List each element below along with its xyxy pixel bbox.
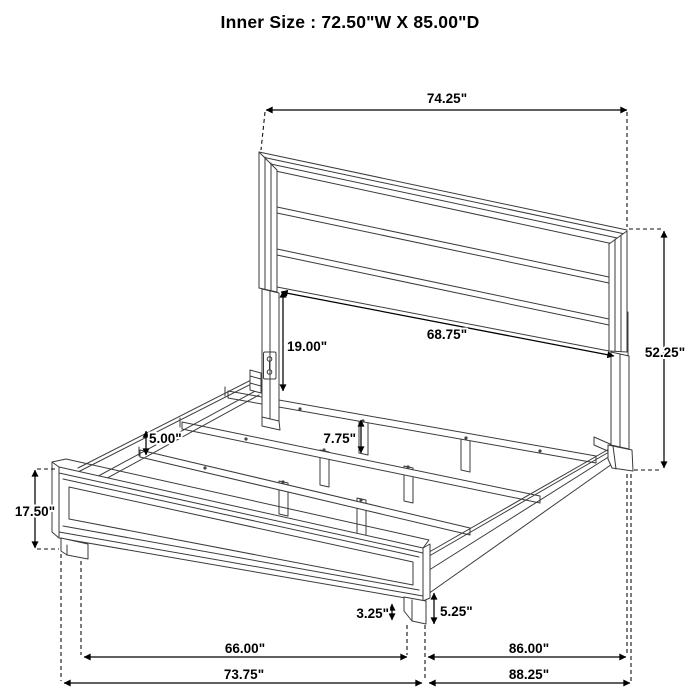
dim-label-headboard-height: 52.25" xyxy=(644,345,686,360)
headboard-left-post xyxy=(250,289,280,430)
dim-label-footboard-leg: 3.25" xyxy=(356,606,389,621)
dim-label-overall-length: 88.25" xyxy=(508,667,550,682)
headboard xyxy=(250,152,633,471)
rail-hook-plate xyxy=(250,370,261,393)
dimension-lines xyxy=(35,110,664,683)
dimension-labels xyxy=(15,91,685,682)
dim-label-inner-width: 68.75" xyxy=(426,327,468,342)
footboard xyxy=(52,459,430,624)
dim-label-footboard-outer-width: 73.75" xyxy=(223,667,265,682)
dim-label-inner-length: 86.00" xyxy=(508,641,550,656)
footboard-right-leg xyxy=(404,597,426,624)
dim-label-rail-clearance: 5.25" xyxy=(440,604,473,619)
dim-label-headboard-to-slat: 19.00" xyxy=(287,339,328,354)
dim-label-footboard-inner-width: 66.00" xyxy=(224,641,266,656)
dim-label-slat-leg-height: 7.75" xyxy=(323,431,356,446)
dim-label-footboard-height: 17.50" xyxy=(14,504,56,519)
dim-label-rail-height: 5.00" xyxy=(149,431,182,446)
extension-lines xyxy=(37,112,662,681)
dim-line-inner-width xyxy=(281,292,614,356)
dim-label-overall-width: 74.25" xyxy=(426,91,468,106)
page-title: Inner Size : 72.50"W X 85.00"D xyxy=(220,12,480,32)
